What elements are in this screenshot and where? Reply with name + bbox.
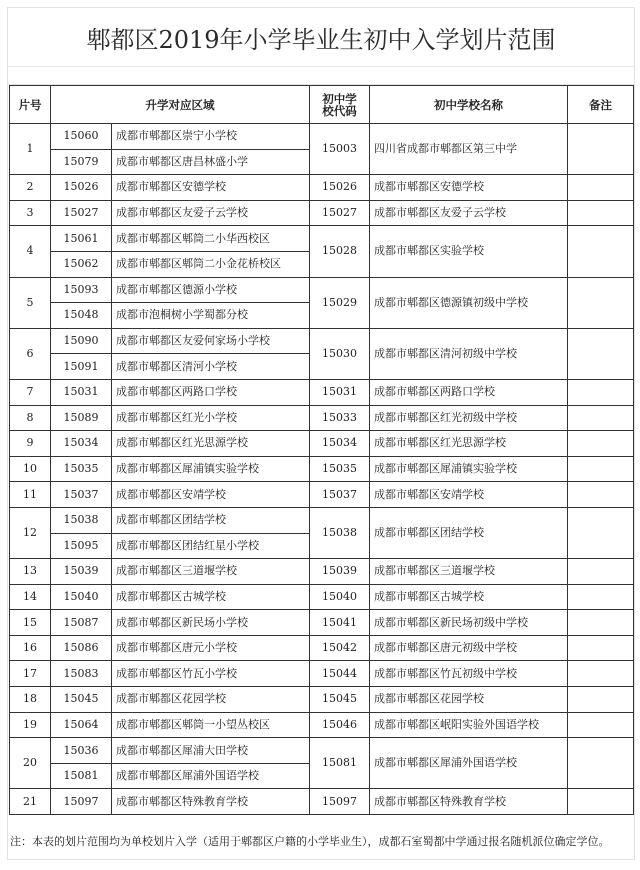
primary-school-code-cell: 15093 bbox=[51, 277, 112, 303]
document-sheet bbox=[7, 7, 635, 860]
remarks-cell bbox=[568, 584, 634, 610]
zone-number-cell: 17 bbox=[10, 661, 51, 687]
middle-school-code-cell: 15039 bbox=[310, 559, 370, 585]
primary-school-name-cell: 成都市郫都区新民场小学校 bbox=[112, 610, 310, 636]
middle-school-name-cell: 成都市郫都区清河初级中学校 bbox=[370, 328, 568, 379]
middle-school-code-cell: 15027 bbox=[310, 200, 370, 226]
middle-school-name-cell: 成都市郫都区安靖学校 bbox=[370, 482, 568, 508]
table-row bbox=[10, 456, 634, 482]
remarks-cell bbox=[568, 687, 634, 713]
middle-school-name-cell: 成都市郫都区红光初级中学校 bbox=[370, 405, 568, 431]
primary-school-code-cell: 15037 bbox=[51, 482, 112, 508]
primary-school-code-cell: 15026 bbox=[51, 175, 112, 201]
primary-school-code-cell: 15036 bbox=[51, 738, 112, 764]
middle-school-name-cell: 成都市郫都区岷阳实验外国语学校 bbox=[370, 712, 568, 738]
primary-school-code-cell: 15090 bbox=[51, 328, 112, 354]
table-row bbox=[10, 379, 634, 405]
primary-school-name-cell: 成都市郫都区两路口学校 bbox=[112, 379, 310, 405]
table-row bbox=[10, 431, 634, 457]
zone-number-cell: 9 bbox=[10, 431, 51, 457]
middle-school-name-cell: 四川省成都市郫都区第三中学 bbox=[370, 124, 568, 175]
middle-school-code-cell: 15041 bbox=[310, 610, 370, 636]
primary-school-code-cell: 15039 bbox=[51, 559, 112, 585]
table-row bbox=[10, 635, 634, 661]
middle-school-name-cell: 成都市郫都区犀浦外国语学校 bbox=[370, 738, 568, 789]
remarks-cell bbox=[568, 507, 634, 558]
middle-school-name-cell: 成都市郫都区三道堰学校 bbox=[370, 559, 568, 585]
primary-school-code-cell: 15045 bbox=[51, 687, 112, 713]
zone-number-cell: 21 bbox=[10, 789, 51, 815]
zone-number-cell: 13 bbox=[10, 559, 51, 585]
middle-school-code-cell: 15045 bbox=[310, 687, 370, 713]
header-zone-no: 片号 bbox=[10, 86, 51, 124]
zone-number-cell: 14 bbox=[10, 584, 51, 610]
table-row bbox=[10, 200, 634, 226]
primary-school-name-cell: 成都市郫都区特殊教育学校 bbox=[112, 789, 310, 815]
remarks-cell bbox=[568, 661, 634, 687]
zone-number-cell: 3 bbox=[10, 200, 51, 226]
zone-number-cell: 6 bbox=[10, 328, 51, 379]
remarks-cell bbox=[568, 124, 634, 175]
zone-number-cell: 18 bbox=[10, 687, 51, 713]
primary-school-name-cell: 成都市郫都区红光思源学校 bbox=[112, 431, 310, 457]
primary-school-name-cell: 成都市郫都区德源小学校 bbox=[112, 277, 310, 303]
remarks-cell bbox=[568, 610, 634, 636]
remarks-cell bbox=[568, 277, 634, 328]
primary-school-code-cell: 15097 bbox=[51, 789, 112, 815]
blank-row bbox=[8, 67, 634, 85]
remarks-cell bbox=[568, 738, 634, 789]
primary-school-code-cell: 15038 bbox=[51, 507, 112, 533]
zone-number-cell: 12 bbox=[10, 507, 51, 558]
primary-school-name-cell: 成都市郫都区犀浦镇实验学校 bbox=[112, 456, 310, 482]
primary-school-name-cell: 成都市郫都区犀浦大田学校 bbox=[112, 738, 310, 764]
primary-school-name-cell: 成都市郫都区三道堰学校 bbox=[112, 559, 310, 585]
header-remarks: 备注 bbox=[568, 86, 634, 124]
primary-school-name-cell: 成都市郫都区团结红星小学校 bbox=[112, 533, 310, 559]
primary-school-name-cell: 成都市郫都区犀浦外国语学校 bbox=[112, 763, 310, 789]
zone-number-cell: 15 bbox=[10, 610, 51, 636]
table-row bbox=[10, 789, 634, 815]
primary-school-code-cell: 15048 bbox=[51, 303, 112, 329]
table-row bbox=[10, 175, 634, 201]
remarks-cell bbox=[568, 379, 634, 405]
zone-number-cell: 4 bbox=[10, 226, 51, 277]
header-middle-code: 初中学校代码 bbox=[310, 86, 370, 124]
remarks-cell bbox=[568, 405, 634, 431]
page-title: 郫都区2019年小学毕业生初中入学划片范围 bbox=[8, 8, 634, 67]
zone-number-cell: 20 bbox=[10, 738, 51, 789]
primary-school-name-cell: 成都市郫都区郫筒二小华西校区 bbox=[112, 226, 310, 252]
middle-school-name-cell: 成都市郫都区友爱子云学校 bbox=[370, 200, 568, 226]
middle-school-name-cell: 成都市郫都区红光思源学校 bbox=[370, 431, 568, 457]
primary-school-code-cell: 15061 bbox=[51, 226, 112, 252]
middle-school-code-cell: 15026 bbox=[310, 175, 370, 201]
primary-school-code-cell: 15040 bbox=[51, 584, 112, 610]
middle-school-code-cell: 15034 bbox=[310, 431, 370, 457]
table-row bbox=[10, 712, 634, 738]
middle-school-name-cell: 成都市郫都区德源镇初级中学校 bbox=[370, 277, 568, 328]
primary-school-code-cell: 15086 bbox=[51, 635, 112, 661]
zone-number-cell: 8 bbox=[10, 405, 51, 431]
table-body bbox=[10, 124, 634, 815]
middle-school-code-cell: 15031 bbox=[310, 379, 370, 405]
remarks-cell bbox=[568, 635, 634, 661]
primary-school-name-cell: 成都市郫都区崇宁小学校 bbox=[112, 124, 310, 150]
middle-school-code-cell: 15003 bbox=[310, 124, 370, 175]
table-row bbox=[10, 584, 634, 610]
header-middle-name: 初中学校名称 bbox=[370, 86, 568, 124]
table-row bbox=[10, 687, 634, 713]
primary-school-code-cell: 15064 bbox=[51, 712, 112, 738]
primary-school-name-cell: 成都市郫都区红光小学校 bbox=[112, 405, 310, 431]
middle-school-code-cell: 15030 bbox=[310, 328, 370, 379]
remarks-cell bbox=[568, 559, 634, 585]
remarks-cell bbox=[568, 200, 634, 226]
primary-school-name-cell: 成都市郫都区友爱何家场小学校 bbox=[112, 328, 310, 354]
zone-number-cell: 1 bbox=[10, 124, 51, 175]
middle-school-code-cell: 15038 bbox=[310, 507, 370, 558]
table-row bbox=[10, 738, 634, 764]
table-row bbox=[10, 482, 634, 508]
primary-school-code-cell: 15035 bbox=[51, 456, 112, 482]
table-row bbox=[10, 124, 634, 150]
primary-school-name-cell: 成都市郫都区团结学校 bbox=[112, 507, 310, 533]
primary-school-code-cell: 15091 bbox=[51, 354, 112, 380]
remarks-cell bbox=[568, 431, 634, 457]
middle-school-name-cell: 成都市郫都区竹瓦初级中学校 bbox=[370, 661, 568, 687]
primary-school-name-cell: 成都市郫都区安靖学校 bbox=[112, 482, 310, 508]
middle-school-code-cell: 15037 bbox=[310, 482, 370, 508]
primary-school-name-cell: 成都市郫都区清河小学校 bbox=[112, 354, 310, 380]
remarks-cell bbox=[568, 712, 634, 738]
header-primary-area: 升学对应区域 bbox=[51, 86, 310, 124]
middle-school-code-cell: 15097 bbox=[310, 789, 370, 815]
primary-school-code-cell: 15060 bbox=[51, 124, 112, 150]
primary-school-name-cell: 成都市郫都区郫筒一小望丛校区 bbox=[112, 712, 310, 738]
primary-school-name-cell: 成都市郫都区安德学校 bbox=[112, 175, 310, 201]
zone-number-cell: 2 bbox=[10, 175, 51, 201]
middle-school-name-cell: 成都市郫都区古城学校 bbox=[370, 584, 568, 610]
table-row bbox=[10, 277, 634, 303]
table-row bbox=[10, 328, 634, 354]
middle-school-name-cell: 成都市郫都区特殊教育学校 bbox=[370, 789, 568, 815]
zone-number-cell: 7 bbox=[10, 379, 51, 405]
primary-school-name-cell: 成都市郫都区竹瓦小学校 bbox=[112, 661, 310, 687]
middle-school-name-cell: 成都市郫都区实验学校 bbox=[370, 226, 568, 277]
primary-school-code-cell: 15034 bbox=[51, 431, 112, 457]
middle-school-name-cell: 成都市郫都区唐元初级中学校 bbox=[370, 635, 568, 661]
middle-school-code-cell: 15028 bbox=[310, 226, 370, 277]
table-row bbox=[10, 661, 634, 687]
remarks-cell bbox=[568, 456, 634, 482]
remarks-cell bbox=[568, 789, 634, 815]
primary-school-code-cell: 15087 bbox=[51, 610, 112, 636]
primary-school-name-cell: 成都市郫都区郫筒二小金花桥校区 bbox=[112, 251, 310, 277]
zoning-table bbox=[9, 85, 634, 815]
middle-school-code-cell: 15042 bbox=[310, 635, 370, 661]
table-row bbox=[10, 507, 634, 533]
primary-school-name-cell: 成都市泡桐树小学蜀都分校 bbox=[112, 303, 310, 329]
zone-number-cell: 19 bbox=[10, 712, 51, 738]
zone-number-cell: 5 bbox=[10, 277, 51, 328]
primary-school-code-cell: 15089 bbox=[51, 405, 112, 431]
primary-school-name-cell: 成都市郫都区花园学校 bbox=[112, 687, 310, 713]
table-header-row bbox=[10, 86, 634, 124]
primary-school-code-cell: 15081 bbox=[51, 763, 112, 789]
middle-school-name-cell: 成都市郫都区花园学校 bbox=[370, 687, 568, 713]
zone-number-cell: 11 bbox=[10, 482, 51, 508]
table-row bbox=[10, 226, 634, 252]
middle-school-code-cell: 15033 bbox=[310, 405, 370, 431]
primary-school-name-cell: 成都市郫都区唐昌林盛小学 bbox=[112, 149, 310, 175]
middle-school-code-cell: 15044 bbox=[310, 661, 370, 687]
middle-school-name-cell: 成都市郫都区团结学校 bbox=[370, 507, 568, 558]
middle-school-name-cell: 成都市郫都区两路口学校 bbox=[370, 379, 568, 405]
primary-school-code-cell: 15027 bbox=[51, 200, 112, 226]
primary-school-name-cell: 成都市郫都区古城学校 bbox=[112, 584, 310, 610]
table-row bbox=[10, 610, 634, 636]
middle-school-code-cell: 15046 bbox=[310, 712, 370, 738]
remarks-cell bbox=[568, 328, 634, 379]
middle-school-name-cell: 成都市郫都区犀浦镇实验学校 bbox=[370, 456, 568, 482]
remarks-cell bbox=[568, 482, 634, 508]
middle-school-code-cell: 15029 bbox=[310, 277, 370, 328]
primary-school-name-cell: 成都市郫都区友爱子云学校 bbox=[112, 200, 310, 226]
table-row bbox=[10, 405, 634, 431]
zone-number-cell: 16 bbox=[10, 635, 51, 661]
primary-school-code-cell: 15031 bbox=[51, 379, 112, 405]
middle-school-name-cell: 成都市郫都区安德学校 bbox=[370, 175, 568, 201]
remarks-cell bbox=[568, 226, 634, 277]
middle-school-code-cell: 15035 bbox=[310, 456, 370, 482]
table-row bbox=[10, 559, 634, 585]
zone-number-cell: 10 bbox=[10, 456, 51, 482]
primary-school-code-cell: 15062 bbox=[51, 251, 112, 277]
primary-school-code-cell: 15083 bbox=[51, 661, 112, 687]
footnote: 注：本表的划片范围均为单校划片入学（适用于郫都区户籍的小学毕业生），成都石室蜀都中学通过报名随机派位确定学位。 bbox=[10, 835, 610, 848]
remarks-cell bbox=[568, 175, 634, 201]
middle-school-code-cell: 15040 bbox=[310, 584, 370, 610]
middle-school-name-cell: 成都市郫都区新民场初级中学校 bbox=[370, 610, 568, 636]
primary-school-name-cell: 成都市郫都区唐元小学校 bbox=[112, 635, 310, 661]
primary-school-code-cell: 15079 bbox=[51, 149, 112, 175]
middle-school-code-cell: 15081 bbox=[310, 738, 370, 789]
primary-school-code-cell: 15095 bbox=[51, 533, 112, 559]
